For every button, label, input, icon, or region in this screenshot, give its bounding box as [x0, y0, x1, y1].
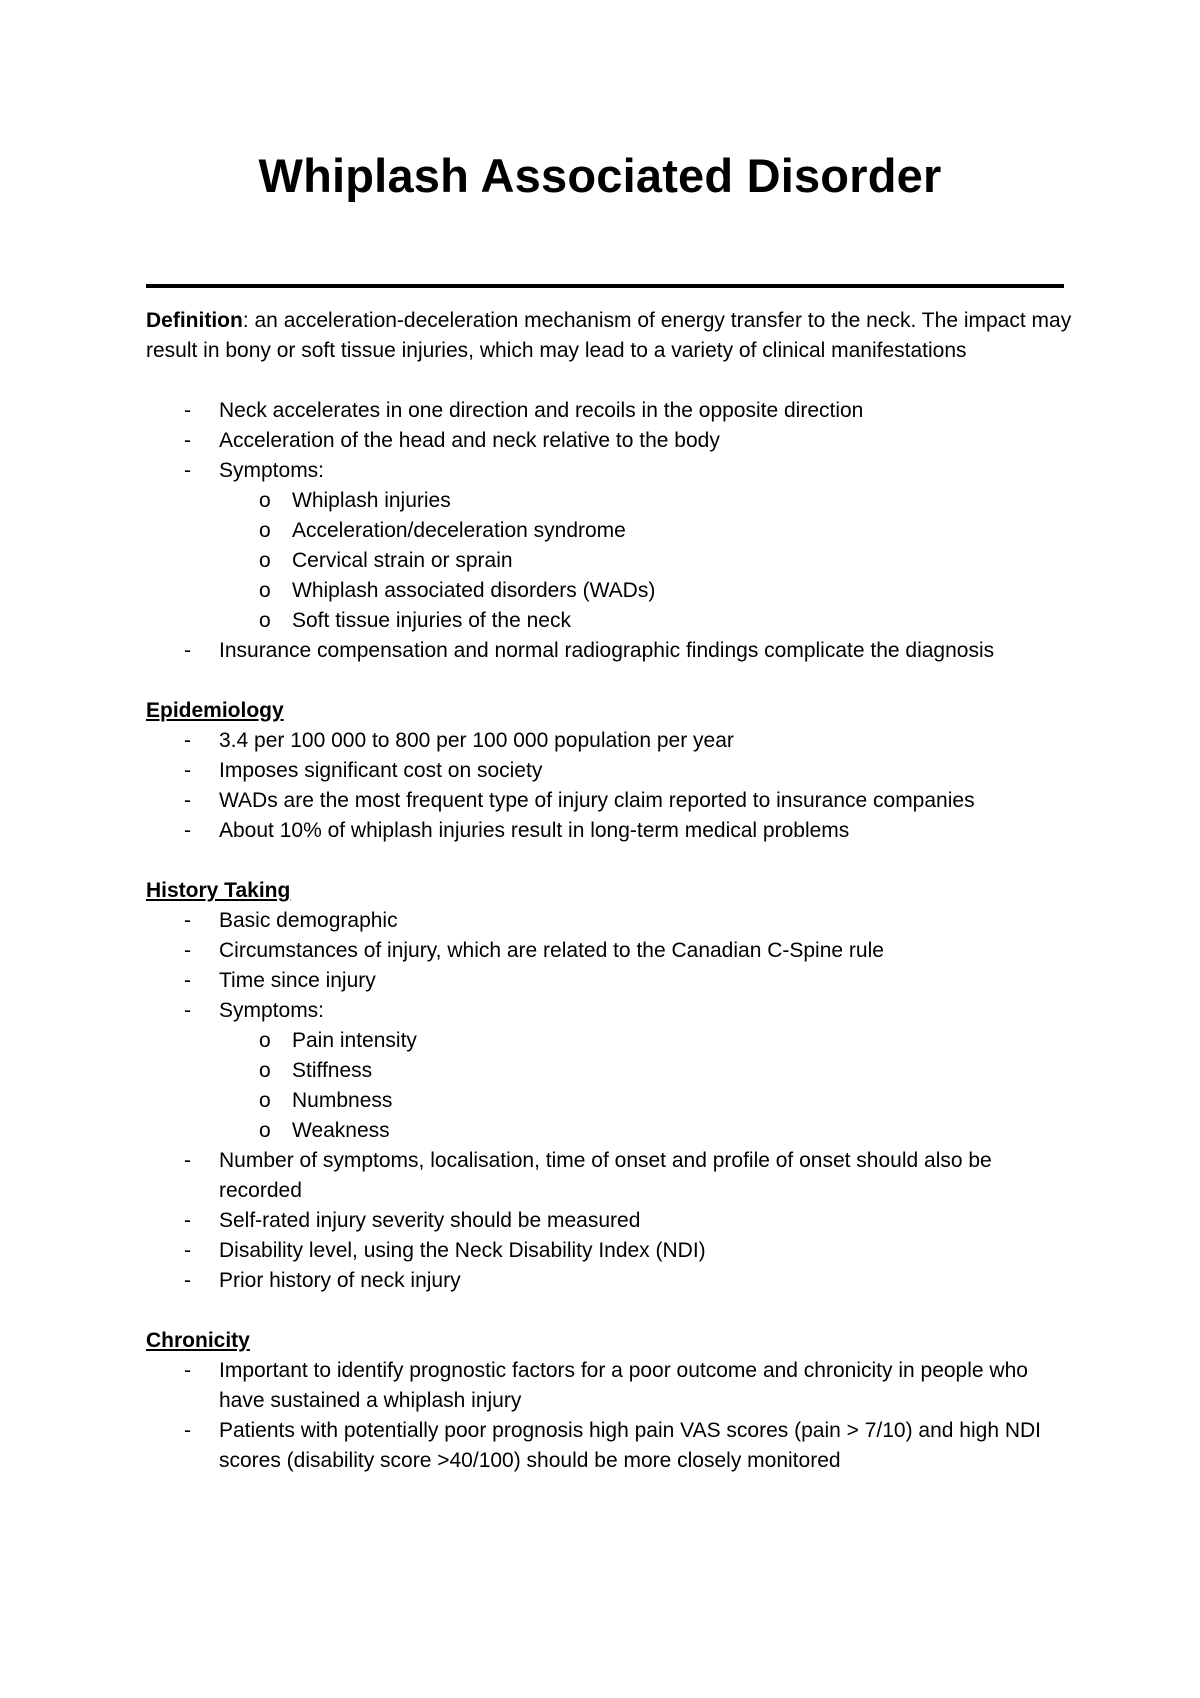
chronicity-list [146, 1356, 1076, 1476]
dash-bullet: - [184, 1269, 191, 1292]
history-taking-list [146, 906, 1076, 1296]
list-item: - WADs are the most frequent type of injury claim reported to insurance companies [146, 786, 1076, 816]
spacer [146, 666, 1076, 696]
list-item: - Imposes significant cost on society [146, 756, 1076, 786]
symptoms-sublist [219, 486, 1076, 636]
dash-bullet: - [184, 939, 191, 962]
sublist-item: o Numbness [219, 1086, 1076, 1116]
list-item: - Acceleration of the head and neck relative to the body [146, 426, 1076, 456]
list-item: - Self-rated injury severity should be measured [146, 1206, 1076, 1236]
circle-bullet: o [259, 579, 271, 602]
sublist-item: o Soft tissue injuries of the neck [219, 606, 1076, 636]
dash-bullet: - [184, 999, 191, 1022]
list-item: - Basic demographic [146, 906, 1076, 936]
sublist-item: o Cervical strain or sprain [219, 546, 1076, 576]
intro-list [146, 396, 1076, 666]
sublist-item: o Acceleration/deceleration syndrome [219, 516, 1076, 546]
sublist-item: o Stiffness [219, 1056, 1076, 1086]
list-item: - Insurance compensation and normal radiographic findings complicate the diagnosis [146, 636, 1076, 666]
definition-text: : an acceleration-deceleration mechanism of energy transfer to the neck. The impact may result in bony or soft tissue injuries, which may lead to a variety of clinical manifestations [146, 309, 1072, 362]
document-body [146, 306, 1076, 1476]
definition-paragraph [146, 306, 1076, 366]
circle-bullet: o [259, 1059, 271, 1082]
chronicity-heading: Chronicity [146, 1329, 250, 1352]
circle-bullet: o [259, 1119, 271, 1142]
list-item: - Symptoms: o Pain intensity o Stiffness o Numbness o Weakness [146, 996, 1076, 1146]
list-item: - Patients with potentially poor prognosis high pain VAS scores (pain > 7/10) and high NDI scores (disability score >40/100) should be more closely monitored [146, 1416, 1076, 1476]
circle-bullet: o [259, 609, 271, 632]
circle-bullet: o [259, 549, 271, 572]
list-item: - Disability level, using the Neck Disability Index (NDI) [146, 1236, 1076, 1266]
epidemiology-list [146, 726, 1076, 846]
spacer [146, 366, 1076, 396]
title-divider [146, 284, 1064, 288]
dash-bullet: - [184, 759, 191, 782]
spacer [146, 1296, 1076, 1326]
dash-bullet: - [184, 1209, 191, 1232]
dash-bullet: - [184, 729, 191, 752]
list-item: - Symptoms: o Whiplash injuries o Acceleration/deceleration syndrome o Cervical strain or sprain o Whiplash associated disorders (WADs) o Soft tissue injuries of the neck [146, 456, 1076, 636]
circle-bullet: o [259, 489, 271, 512]
dash-bullet: - [184, 819, 191, 842]
list-item: - Prior history of neck injury [146, 1266, 1076, 1296]
list-item: - Neck accelerates in one direction and recoils in the opposite direction [146, 396, 1076, 426]
list-item: - Number of symptoms, localisation, time of onset and profile of onset should also be recorded [146, 1146, 1076, 1206]
dash-bullet: - [184, 1359, 191, 1382]
dash-bullet: - [184, 1419, 191, 1442]
dash-bullet: - [184, 459, 191, 482]
circle-bullet: o [259, 1029, 271, 1052]
sublist-item: o Weakness [219, 1116, 1076, 1146]
symptoms-sublist [219, 1026, 1076, 1146]
dash-bullet: - [184, 639, 191, 662]
list-item: - About 10% of whiplash injuries result in long-term medical problems [146, 816, 1076, 846]
list-item: - 3.4 per 100 000 to 800 per 100 000 population per year [146, 726, 1076, 756]
epidemiology-heading: Epidemiology [146, 699, 284, 722]
definition-label: Definition [146, 309, 243, 332]
dash-bullet: - [184, 1239, 191, 1262]
list-item: - Time since injury [146, 966, 1076, 996]
dash-bullet: - [184, 1149, 191, 1172]
list-item: - Important to identify prognostic factors for a poor outcome and chronicity in people who have sustained a whiplash injury [146, 1356, 1076, 1416]
sublist-item: o Whiplash injuries [219, 486, 1076, 516]
dash-bullet: - [184, 789, 191, 812]
list-item: - Circumstances of injury, which are related to the Canadian C-Spine rule [146, 936, 1076, 966]
circle-bullet: o [259, 1089, 271, 1112]
sublist-item: o Pain intensity [219, 1026, 1076, 1056]
page-title: Whiplash Associated Disorder [258, 149, 942, 202]
sublist-item: o Whiplash associated disorders (WADs) [219, 576, 1076, 606]
dash-bullet: - [184, 399, 191, 422]
spacer [146, 846, 1076, 876]
dash-bullet: - [184, 429, 191, 452]
circle-bullet: o [259, 519, 271, 542]
history-taking-heading: History Taking [146, 879, 291, 902]
dash-bullet: - [184, 969, 191, 992]
dash-bullet: - [184, 909, 191, 932]
